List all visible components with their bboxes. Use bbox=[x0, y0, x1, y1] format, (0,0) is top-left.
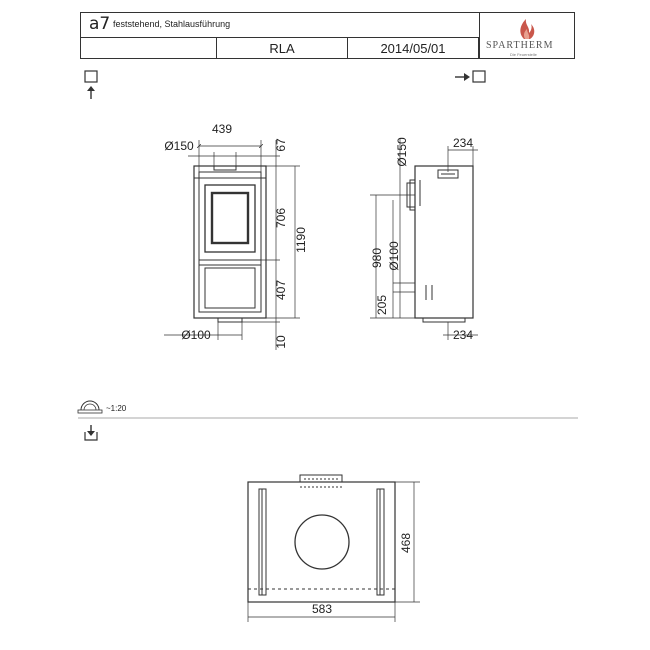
front-view bbox=[194, 166, 266, 322]
plan-depth-label: 468 bbox=[399, 532, 413, 554]
plan-width-label: 583 bbox=[311, 602, 333, 616]
plan-dimension-labels bbox=[312, 533, 413, 616]
plan-view-direction-icon bbox=[85, 425, 97, 440]
model-description: feststehend, Stahlausführung bbox=[113, 19, 231, 29]
date-label: 2014/05/01 bbox=[380, 40, 446, 56]
front-glass-height-label: 706 bbox=[274, 207, 288, 229]
front-air-diameter-label: Ø100 bbox=[181, 328, 211, 342]
side-dimension-labels bbox=[370, 136, 473, 342]
front-view-direction-icon bbox=[85, 71, 97, 99]
brand-tagline: Die Feuerstelle bbox=[510, 52, 537, 57]
side-air-height-label: 205 bbox=[375, 294, 389, 316]
front-bottom-offset-label: 10 bbox=[274, 335, 288, 349]
front-flue-diameter-label: Ø150 bbox=[164, 139, 194, 153]
side-view-direction-icon bbox=[455, 71, 485, 82]
side-flue-height-label: 980 bbox=[370, 247, 384, 269]
side-air-depth-label: 234 bbox=[452, 328, 474, 342]
side-view bbox=[407, 166, 473, 322]
plan-view bbox=[248, 475, 395, 602]
side-flue-diameter-label: Ø150 bbox=[395, 137, 409, 167]
side-flue-depth-label: 234 bbox=[452, 136, 474, 150]
scale-label: ~1:20 bbox=[106, 404, 127, 413]
front-lower-height-label: 407 bbox=[274, 279, 288, 301]
variant-label: RLA bbox=[269, 40, 295, 56]
plan-dimensions bbox=[248, 482, 420, 622]
front-width-label: 439 bbox=[211, 122, 233, 136]
side-air-diameter-label: Ø100 bbox=[387, 241, 401, 271]
brand-name: SPARTHERM bbox=[486, 40, 554, 51]
front-total-height-label: 1190 bbox=[294, 227, 308, 253]
model-name: a7 bbox=[89, 14, 111, 34]
front-top-offset-label: 67 bbox=[274, 138, 288, 152]
scale-marker bbox=[78, 401, 127, 413]
